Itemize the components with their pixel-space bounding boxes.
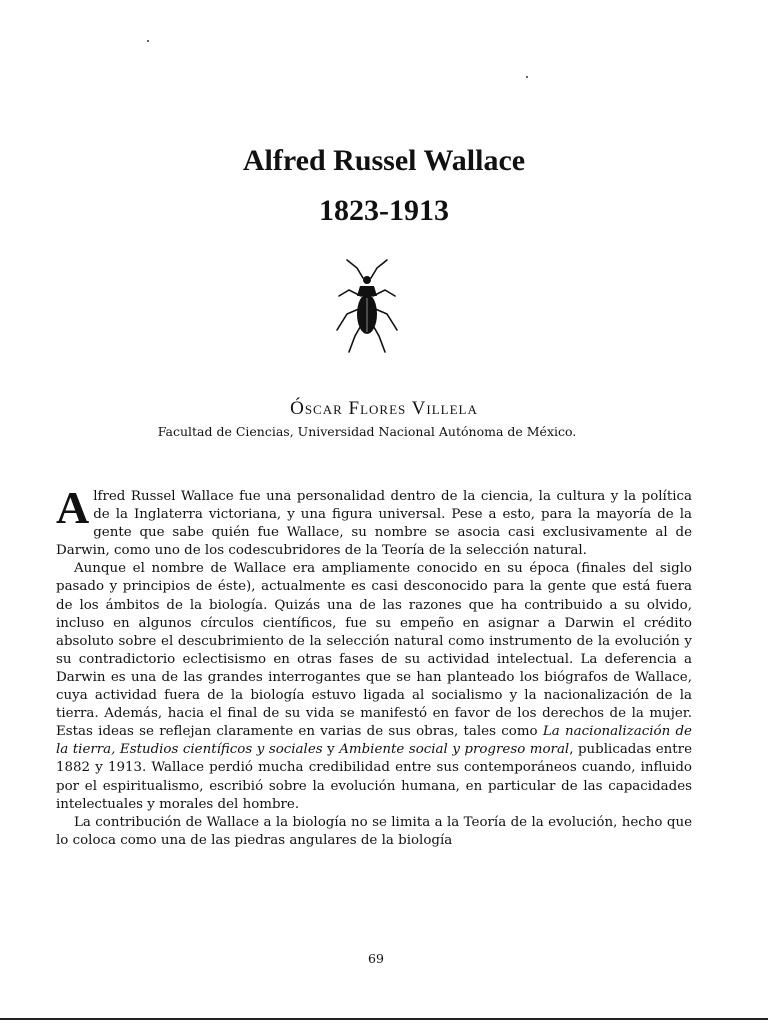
paragraph-2-text-a: Aunque el nombre de Wallace era ampliamente conocido en su época (finales del siglo pasado y principios de éste), actualmente es casi desconocido para la gente que está fuera de los ámbitos de la biología. Quizás una de las razones que ha contribuido a su olvido, incluso en algunos círculos científicos, fue su empeño en asignar a Darwin el crédito absoluto sobre el descubrimiento de la selección natural como instrumento de la evolución y su contradictorio eclectisismo en otras fases de su actividad intelectual. La deferencia a Darwin es una de las grandes interrogantes que se han planteado los biógrafos de Wallace, cuya actividad fuera de la biología estuvo ligada al socialismo y la nacionalización de la tierra. Además, hacia el final de su vida se manifestó en favor de los derechos de la mujer. Estas ideas se reflejan claramente en varias de sus obras, tales como [56,561,692,740]
article-body [56,482,693,850]
paragraph-2-text-b: y [322,742,340,758]
author-name: Óscar Flores Villela [290,398,478,419]
insect-icon [327,256,407,356]
book-title-2: Ambiente social y progreso moral [339,742,570,758]
paragraph-2 [56,560,692,813]
book-title-1: La nacionalización de la tierra, Estudios científicos y sociales [56,724,692,758]
scan-speck [147,40,149,42]
author-affiliation: Facultad de Ciencias, Universidad Nacional Autónoma de México. [157,424,577,439]
paragraph-3-text: La contribución de Wallace a la biología no se limita a la Teoría de la evolución, hecho que lo coloca como una de las piedras angulares de la biología [56,814,692,848]
paragraph-3 [56,814,692,850]
page-bottom-edge [0,1018,768,1020]
drop-cap: A [56,482,90,533]
paragraph-2-text-c: , publicadas entre 1882 y 1913. Wallace perdió mucha credibilidad entre sus contemporáneos cuando, influido por el espiritualismo, escribió sobre la evolución humana, en particular de las capacidades intelectuales y morales del hombre. [56,742,693,812]
article-dates: 1823-1913 [319,194,449,227]
scan-speck [526,76,528,78]
article-title: Alfred Russel Wallace [242,144,526,177]
paragraph-1-text: lfred Russel Wallace fue una personalidad dentro de la ciencia, la cultura y la política de la Inglaterra victoriana, y una figura universal. Pese a esto, para la mayoría de la gente que sabe quién fue Wallace, su nombre se asocia casi exclusivamente al de Darwin, como uno de los codescubridores de la Teoría de la selección natural. [56,489,692,559]
page-number: 69 [368,951,384,966]
paragraph-1 [56,482,692,560]
